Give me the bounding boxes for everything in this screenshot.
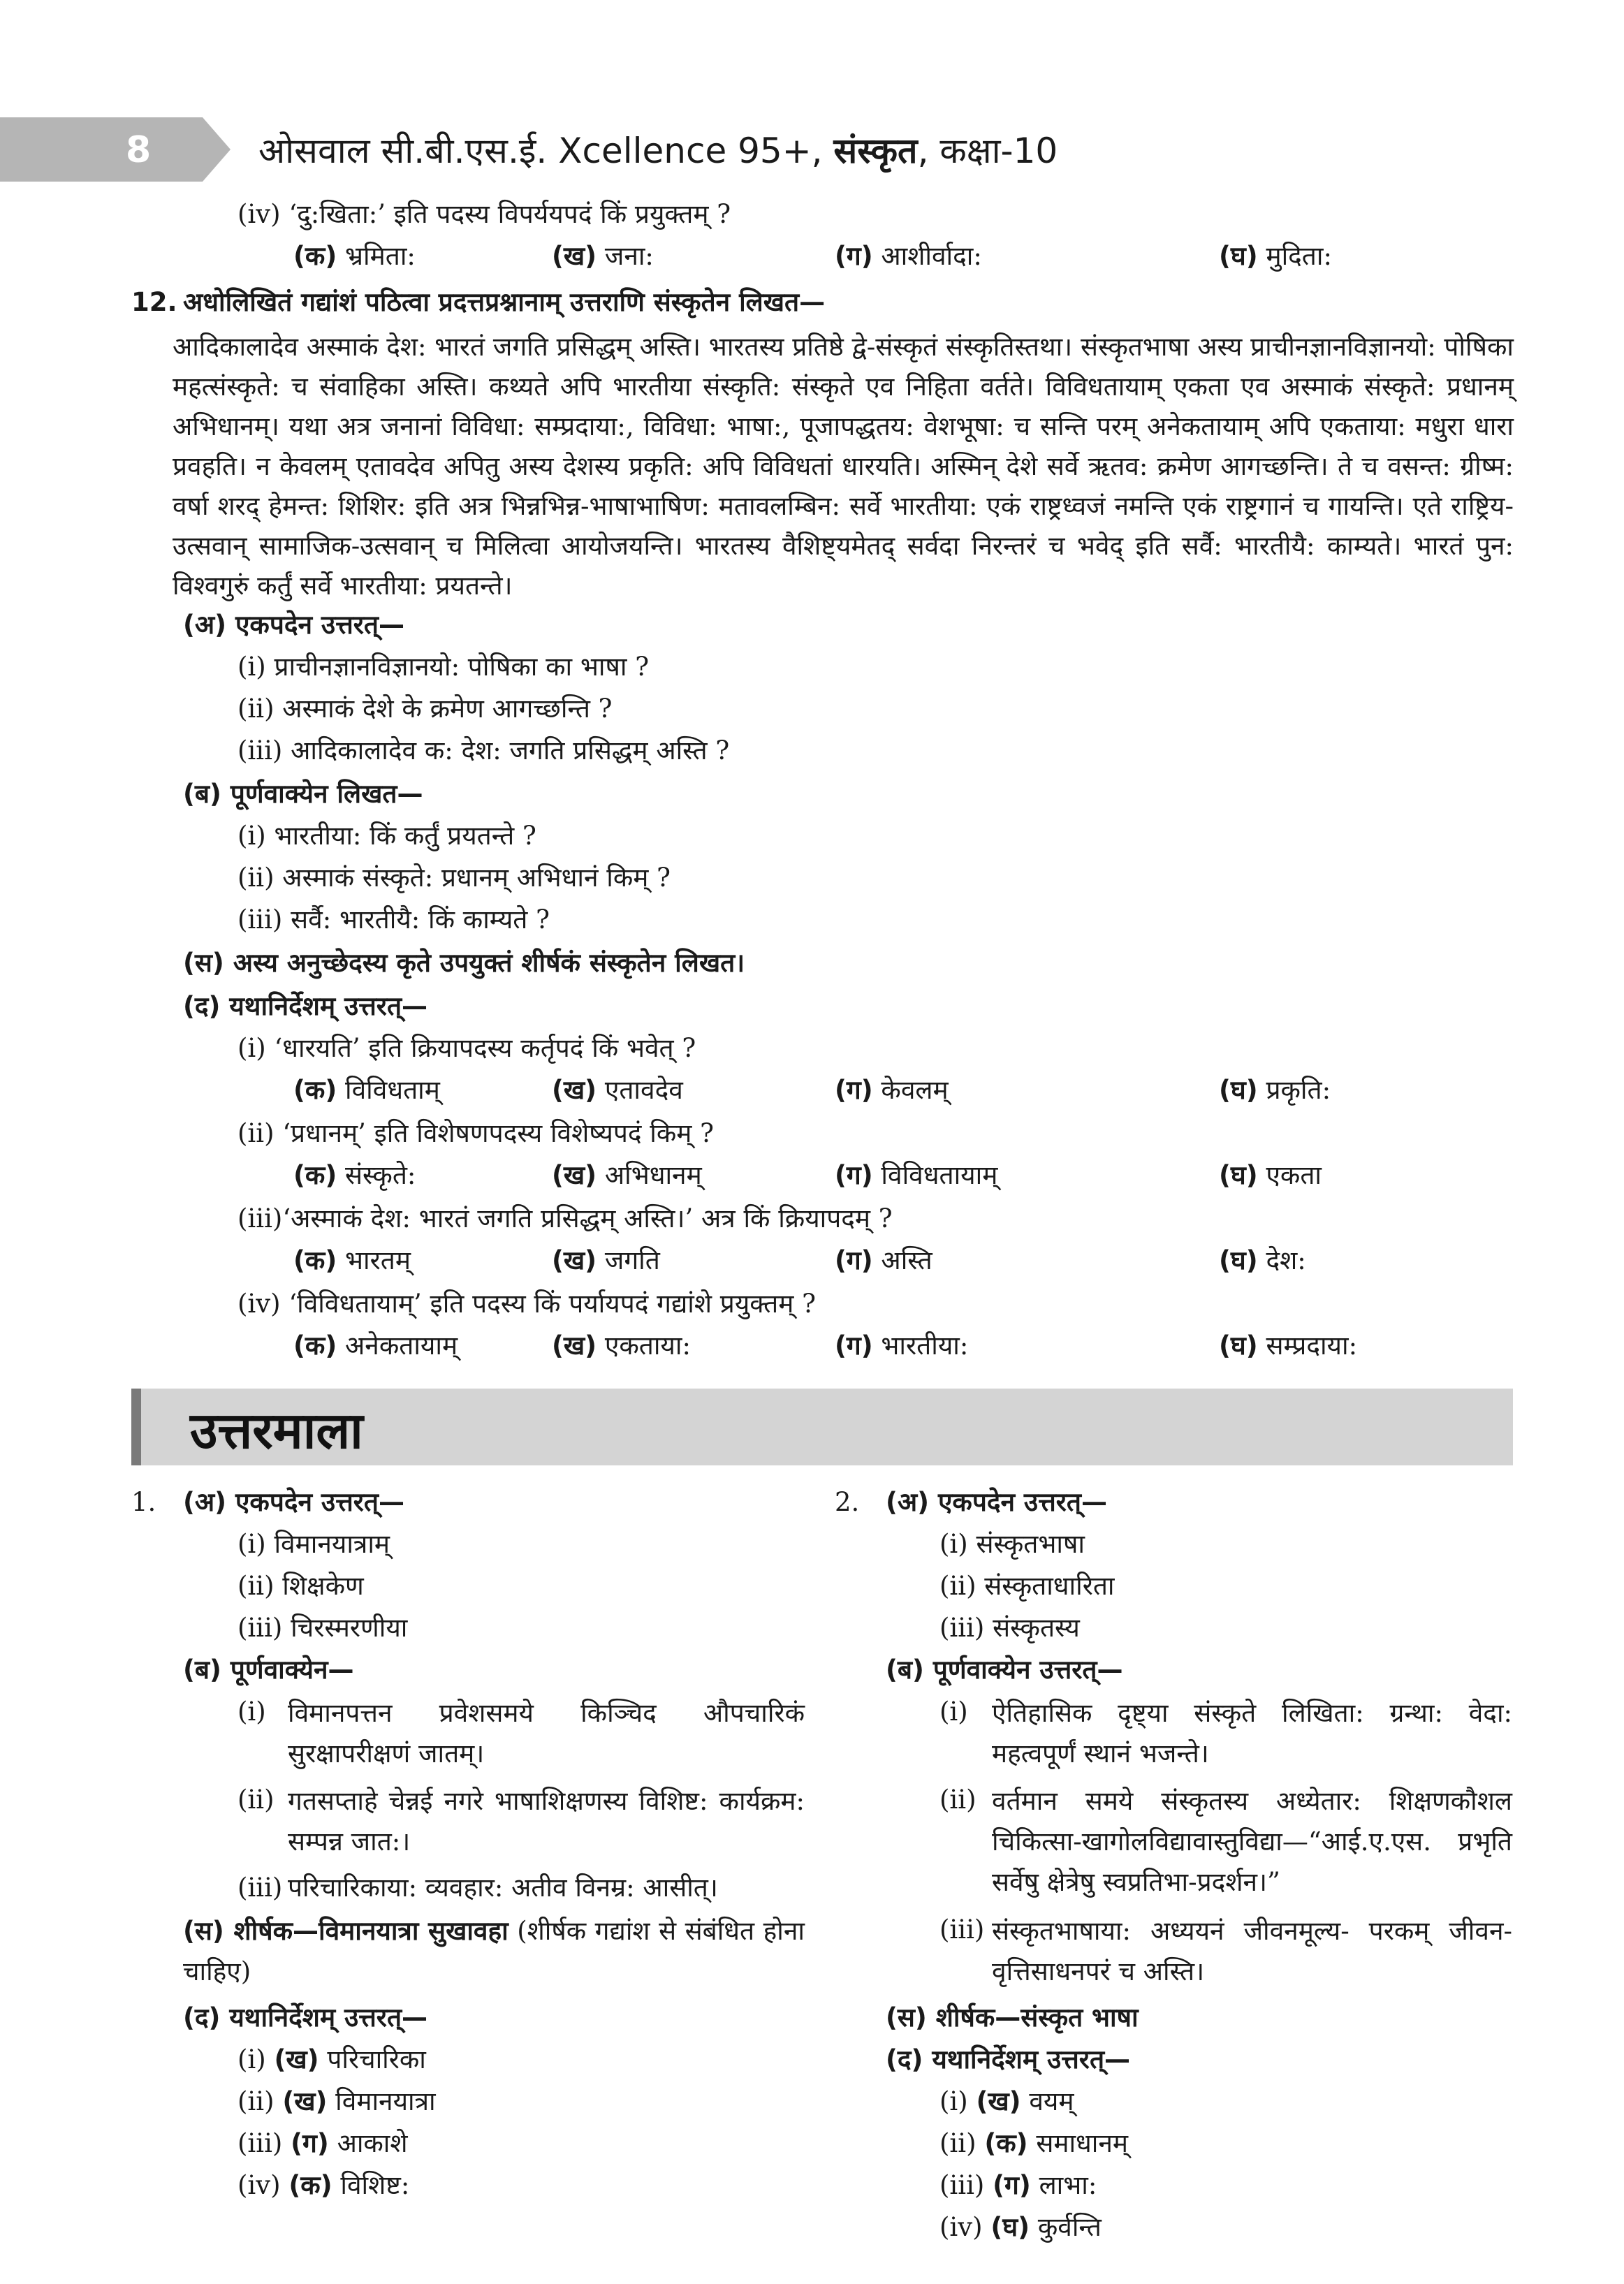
ans1-sec-b-title: (ब) पूर्णवाक्येन— bbox=[183, 1655, 354, 1685]
q12-d-q4-opt-b: (ख) एकताया: bbox=[552, 1331, 691, 1361]
q12-sec-a-title: (अ) एकपदेन उत्तरत्— bbox=[183, 610, 404, 640]
book-subject: संस्कृत bbox=[833, 131, 918, 171]
ans2-sec-d-item-3: (iii) (ग) लाभा: bbox=[939, 2170, 1097, 2200]
q12-number: 12. bbox=[131, 287, 177, 317]
ans1-sec-b-num-2: (ii) bbox=[237, 1785, 275, 1815]
ans2-sec-d-item-4: (iv) (घ) कुर्वन्ति bbox=[939, 2212, 1102, 2242]
ans1-sec-d-item-3: (iii) (ग) आकाशे bbox=[237, 2128, 408, 2158]
ans2-sec-b-text-1: ऐतिहासिक दृष्ट्या संस्कृते लिखिता: ग्रन्था: वेदा: महत्वपूर्णं स्थानं भजन्ते। bbox=[992, 1698, 1512, 1769]
q12-d-q1-opt-d: (घ) प्रकृति: bbox=[1219, 1075, 1331, 1105]
q11-iv-option-a: (क) भ्रमिता: bbox=[293, 241, 416, 271]
q11-iv-option-c: (ग) आशीर्वादा: bbox=[835, 241, 982, 271]
ans2-sec-b-title: (ब) पूर्णवाक्येन उत्तरत्— bbox=[886, 1655, 1123, 1685]
q12-sec-c-title: (स) अस्य अनुच्छेदस्य कृते उपयुक्तं शीर्षकं संस्कृतेन लिखत। bbox=[183, 948, 745, 978]
ans2-number: 2. bbox=[835, 1487, 860, 1517]
q11-iv-option-b: (ख) जना: bbox=[552, 241, 654, 271]
q12-d-q4-opt-a: (क) अनेकतायाम् bbox=[293, 1331, 458, 1361]
ans1-sec-b-text-2: गतसप्ताहे चेन्नई नगरे भाषाशिक्षणस्य विशिष्ट: कार्यक्रम: सम्पन्न जात:। bbox=[288, 1786, 805, 1857]
page-number-tab bbox=[0, 117, 231, 182]
q12-d-q3-opt-d: (घ) देश: bbox=[1219, 1245, 1306, 1275]
q12-d-q2: (ii) ‘प्रधानम्’ इति विशेषणपदस्य विशेष्यपदं किम् ? bbox=[237, 1118, 715, 1148]
ans2-sec-a-item-3: (iii) संस्कृतस्य bbox=[939, 1613, 1080, 1643]
q12-sec-a-item-2: (ii) अस्माकं देशे के क्रमेण आगच्छन्ति ? bbox=[237, 694, 613, 724]
ans1-sec-d-item-4: (iv) (क) विशिष्ट: bbox=[237, 2170, 410, 2200]
page-number: 8 bbox=[126, 129, 152, 171]
ans1-sec-b-text-1: विमानपत्तन प्रवेशसमये किञ्चिद औपचारिकं सुरक्षापरीक्षणं जातम्। bbox=[288, 1698, 805, 1769]
q12-d-q1-opt-b: (ख) एतावदेव bbox=[552, 1075, 683, 1105]
ans1-sec-a-item-3: (iii) चिरस्मरणीया bbox=[237, 1613, 408, 1643]
ans2-sec-a-title: (अ) एकपदेन उत्तरत्— bbox=[886, 1487, 1107, 1517]
q12-d-q4-opt-c: (ग) भारतीया: bbox=[835, 1331, 969, 1361]
q12-d-q1-opt-a: (क) विविधताम् bbox=[293, 1075, 440, 1105]
q12-d-q4: (iv) ‘विविधतायाम्’ इति पदस्य किं पर्यायपदं गद्यांशे प्रयुक्तम् ? bbox=[237, 1289, 816, 1319]
q11-iv-question: (iv) ‘दु:खिता:’ इति पदस्य विपर्ययपदं किं प्रयुक्तम् ? bbox=[237, 199, 731, 229]
q12-d-q2-opt-c: (ग) विविधतायाम् bbox=[835, 1160, 998, 1190]
ans1-sec-b-num-1: (i) bbox=[237, 1697, 266, 1727]
ans1-sec-d-item-2: (ii) (ख) विमानयात्रा bbox=[237, 2086, 436, 2116]
q12-sec-b-title: (ब) पूर्णवाक्येन लिखत— bbox=[183, 779, 423, 809]
q12-sec-a-item-3: (iii) आदिकालादेव क: देश: जगति प्रसिद्धम् अस्ति ? bbox=[237, 735, 730, 766]
ans2-sec-b-text-3: संस्कृतभाषाया: अध्ययनं जीवनमूल्य- परकम् जीवन-वृत्तिसाधनपरं च अस्ति। bbox=[992, 1916, 1512, 1986]
q12-sec-a-item-1: (i) प्राचीनज्ञानविज्ञानयो: पोषिका का भाषा ? bbox=[237, 652, 650, 682]
ans1-sec-b-text-3: परिचारिकाया: व्यवहार: अतीव विनम्र: आसीत्। bbox=[288, 1873, 718, 1903]
q12-d-q1: (i) ‘धारयति’ इति क्रियापदस्य कर्तृपदं किं भवेत् ? bbox=[237, 1033, 696, 1063]
q12-sec-b-item-1: (i) भारतीया: किं कर्तुं प्रयतन्ते ? bbox=[237, 821, 536, 851]
ans2-sec-d-item-2: (ii) (क) समाधानम् bbox=[939, 2128, 1129, 2158]
q12-d-q2-opt-b: (ख) अभिधानम् bbox=[552, 1160, 702, 1190]
q12-sec-b-item-2: (ii) अस्माकं संस्कृते: प्रधानम् अभिधानं किम् ? bbox=[237, 863, 671, 893]
ans1-sec-d-item-1: (i) (ख) परिचारिका bbox=[237, 2044, 426, 2074]
q12-d-q3: (iii)‘अस्माकं देश: भारतं जगति प्रसिद्धम् अस्ति।’ अत्र किं क्रियापदम् ? bbox=[237, 1203, 893, 1233]
ans2-sec-b-num-1: (i) bbox=[939, 1697, 968, 1727]
ans2-sec-a-item-2: (ii) संस्कृताधारिता bbox=[939, 1571, 1115, 1601]
answer-section-title: उत्तरमाला bbox=[190, 1401, 363, 1460]
ans1-sec-a-title: (अ) एकपदेन उत्तरत्— bbox=[183, 1487, 404, 1517]
q12-d-q3-opt-b: (ख) जगति bbox=[552, 1245, 660, 1275]
ans2-sec-b-num-3: (iii) bbox=[939, 1915, 985, 1945]
q12-sec-d-title: (द) यथानिर्देशम् उत्तरत्— bbox=[183, 991, 428, 1021]
ans2-sec-b-text-2: वर्तमान समये संस्कृतस्य अध्येतार: शिक्षणकौशल चिकित्सा-खागोलविद्यावास्तुविद्या—“आई.ए.एस. प्रभृति सर्वेषु क्षेत्रेषु स्वप्रतिभा-प्रदर्शन।” bbox=[992, 1786, 1512, 1897]
q11-iv-option-d: (घ) मुदिता: bbox=[1219, 241, 1332, 271]
q12-passage: आदिकालादेव अस्माकं देश: भारतं जगति प्रसिद्धम् अस्ति। भारतस्य प्रतिष्ठे द्वे-संस्कृतं संस्कृतिस्तथा। संस्कृतभाषा अस्य प्राचीनज्ञानविज्ञानयो: पोषिका महत्संस्कृते: च संवाहिका अस्ति। कथ्यते अपि भारतीया संस्कृति: संस्कृते एव निहिता वर्तते। विविधतायाम् एकता एव अस्माकं संस्कृते: प्रधानम् अभिधानम्। यथा अत्र जनानां विविधा: सम्प्रदाया:, विविधा: भाषा:, पूजापद्धतय: वेशभूषा: च सन्ति परम् अनेकतायाम् अपि एकताया: मधुरा धारा प्रवहति। न केवलम् एतावदेव अपितु अस्य देशस्य प्रकृति: अपि विविधतां धारयति। अस्मिन् देशे सर्वे ऋतव: क्रमेण आगच्छन्ति। ते च वसन्त: ग्रीष्म: वर्षा शरद् हेमन्त: शिशिर: इति अत्र भिन्नभिन्न-भाषाभाषिण: मतावलम्बिन: सर्वे भारतीया: एकं राष्ट्रध्वजं नमन्ति एकं राष्ट्रगानं च गायन्ति। एते राष्ट्रिय-उत्सवान् सामाजिक-उत्सवान् च मिलित्वा आयोजयन्ति। भारतस्य वैशिष्ट्यमेतद् सर्वदा निरन्तरं च भवेद् इति सर्वै: भारतीयै: काम्यते। भारतं पुन: विश्वगुरुं कर्तुं सर्वे भारतीया: प्रयतन्ते। bbox=[173, 332, 1514, 601]
q12-instruction: अधोलिखितं गद्यांशं पठित्वा प्रदत्तप्रश्नानाम् उत्तराणि संस्कृतेन लिखत— bbox=[183, 287, 826, 317]
q12-d-q2-opt-a: (क) संस्कृते: bbox=[293, 1160, 416, 1190]
ans2-sec-a-item-1: (i) संस्कृतभाषा bbox=[939, 1529, 1085, 1559]
running-header bbox=[258, 126, 1058, 177]
answer-section-band bbox=[131, 1389, 1513, 1465]
ans2-sec-d-item-1: (i) (ख) वयम् bbox=[939, 2086, 1074, 2116]
q12-d-q4-opt-d: (घ) सम्प्रदाया: bbox=[1219, 1331, 1358, 1361]
ans1-sec-a-item-2: (ii) शिक्षकेण bbox=[237, 1571, 364, 1601]
q12-d-q3-opt-a: (क) भारतम् bbox=[293, 1245, 411, 1275]
ans2-sec-c: (स) शीर्षक—संस्कृत भाषा bbox=[886, 2003, 1139, 2033]
ans2-sec-b-num-2: (ii) bbox=[939, 1785, 976, 1815]
ans1-number: 1. bbox=[131, 1487, 156, 1517]
ans1-sec-c: (स) शीर्षक—विमानयात्रा सुखावहा (शीर्षक गद्यांश से संबंधित होना चाहिए) bbox=[183, 1916, 805, 1986]
ans1-sec-b-num-3: (iii) bbox=[237, 1873, 283, 1903]
ans1-sec-a-item-1: (i) विमानयात्राम् bbox=[237, 1529, 390, 1559]
q12-d-q3-opt-c: (ग) अस्ति bbox=[835, 1245, 932, 1275]
ans1-sec-d-title: (द) यथानिर्देशम् उत्तरत्— bbox=[183, 2003, 428, 2033]
q12-d-q1-opt-c: (ग) केवलम् bbox=[835, 1075, 949, 1105]
ans2-sec-d-title: (द) यथानिर्देशम् उत्तरत्— bbox=[886, 2044, 1131, 2074]
book-class: , कक्षा-10 bbox=[917, 131, 1058, 171]
q12-d-q2-opt-d: (घ) एकता bbox=[1219, 1160, 1322, 1190]
q12-sec-b-item-3: (iii) सर्वै: भारतीयै: किं काम्यते ? bbox=[237, 905, 550, 935]
book-title-prefix: ओसवाल सी.बी.एस.ई. Xcellence 95+, bbox=[258, 131, 834, 171]
